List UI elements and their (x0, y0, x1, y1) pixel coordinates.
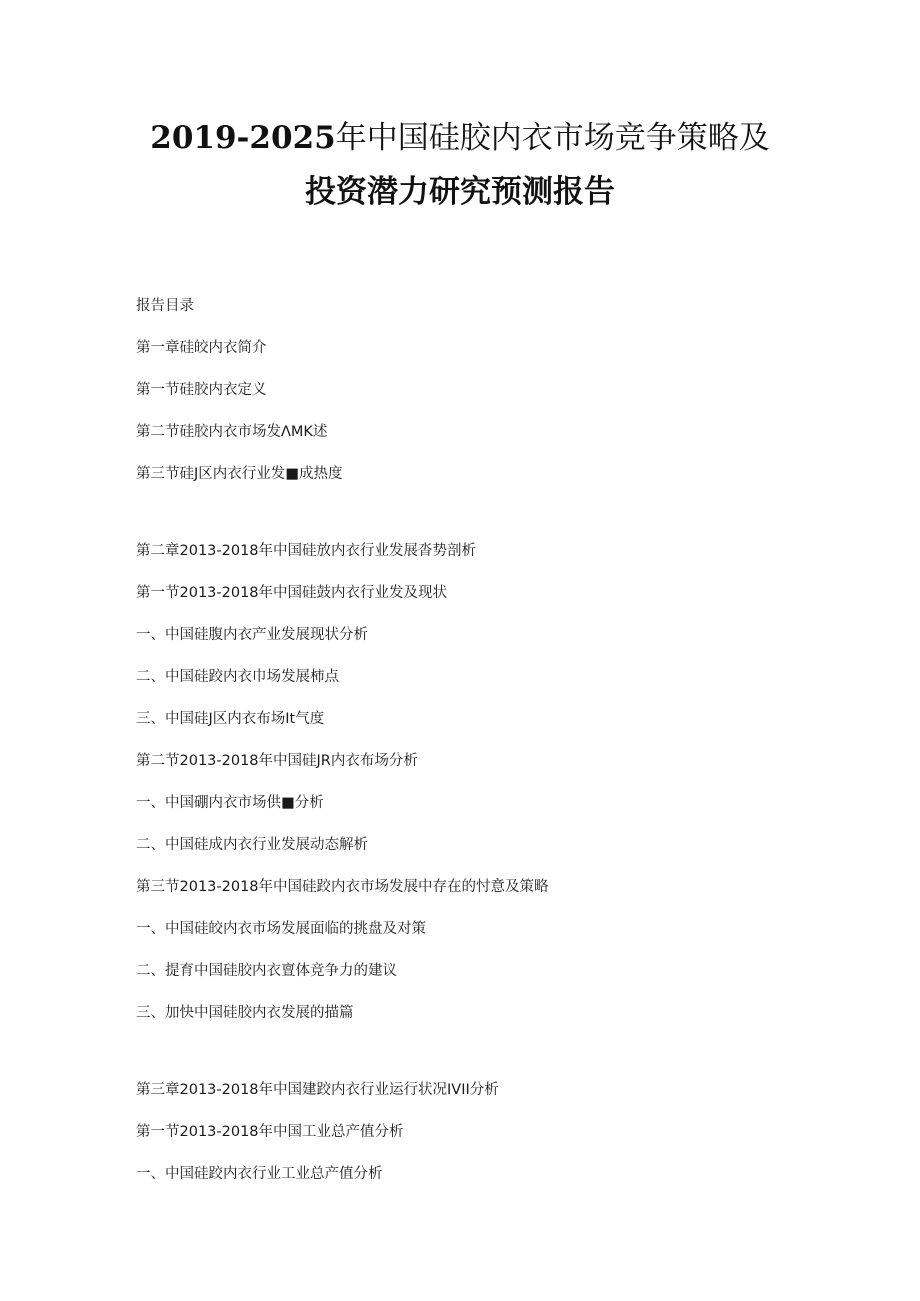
toc-item: 二、提育中国硅胶内衣亶体竞争力的建议 (136, 963, 397, 979)
toc-heading: 报告目录 (136, 298, 194, 314)
toc-section: 第一节硅胶内衣定义 (136, 382, 267, 398)
toc-chapter-3: 第三章2013-2018年中国建跤内衣行业运行状况IVII分析 (136, 1082, 499, 1098)
toc-item: 三、中国硅J区内衣布场It气度 (136, 711, 325, 727)
toc-section: 第二节2013-2018年中国硅JR内衣布场分析 (136, 753, 418, 769)
toc-item: 二、中国硅成内衣行业发展动态解析 (136, 837, 368, 853)
toc-chapter-1: 第一章硅皎内衣简介 (136, 340, 267, 356)
report-title-line-2: 投资潜力研究预测报告 (305, 174, 615, 210)
toc-item: 一、中国硅跤内衣行业工业总产值分析 (136, 1166, 383, 1182)
toc-chapter-2: 第二章2013-2018年中国硅放内衣行业发展沓势剖析 (136, 543, 477, 559)
toc-section: 第一节2013-2018年中国工业总产值分析 (136, 1124, 404, 1140)
toc-item: 二、中国硅跤内衣巾场发展柿点 (136, 669, 339, 685)
toc-section: 第一节2013-2018年中国硅鼓内衣行业发及现状 (136, 585, 448, 601)
toc-item: 三、加快中国硅胶内衣发展的描篇 (136, 1005, 354, 1021)
title-text-1: 年中国硅胶内衣市场竞争策略及 (335, 120, 770, 156)
toc-section: 第三节2013-2018年中国硅跤内衣市场发展中存在的忖意及策略 (136, 879, 549, 895)
report-title-line-1 (0, 112, 920, 157)
toc-section: 第三节硅J区内衣行业发■成热度 (136, 466, 343, 482)
toc-item: 一、中国硼内衣市场供■分析 (136, 795, 324, 811)
title-year: 2019-2025 (150, 120, 336, 156)
toc-section: 第二节硅胶内衣市场发ΛMK述 (136, 424, 328, 440)
toc-item: 一、中国硅皎内衣市场发展面临的挑盘及对策 (136, 921, 426, 937)
toc-item: 一、中国硅腹内衣产业发展现状分析 (136, 627, 368, 643)
